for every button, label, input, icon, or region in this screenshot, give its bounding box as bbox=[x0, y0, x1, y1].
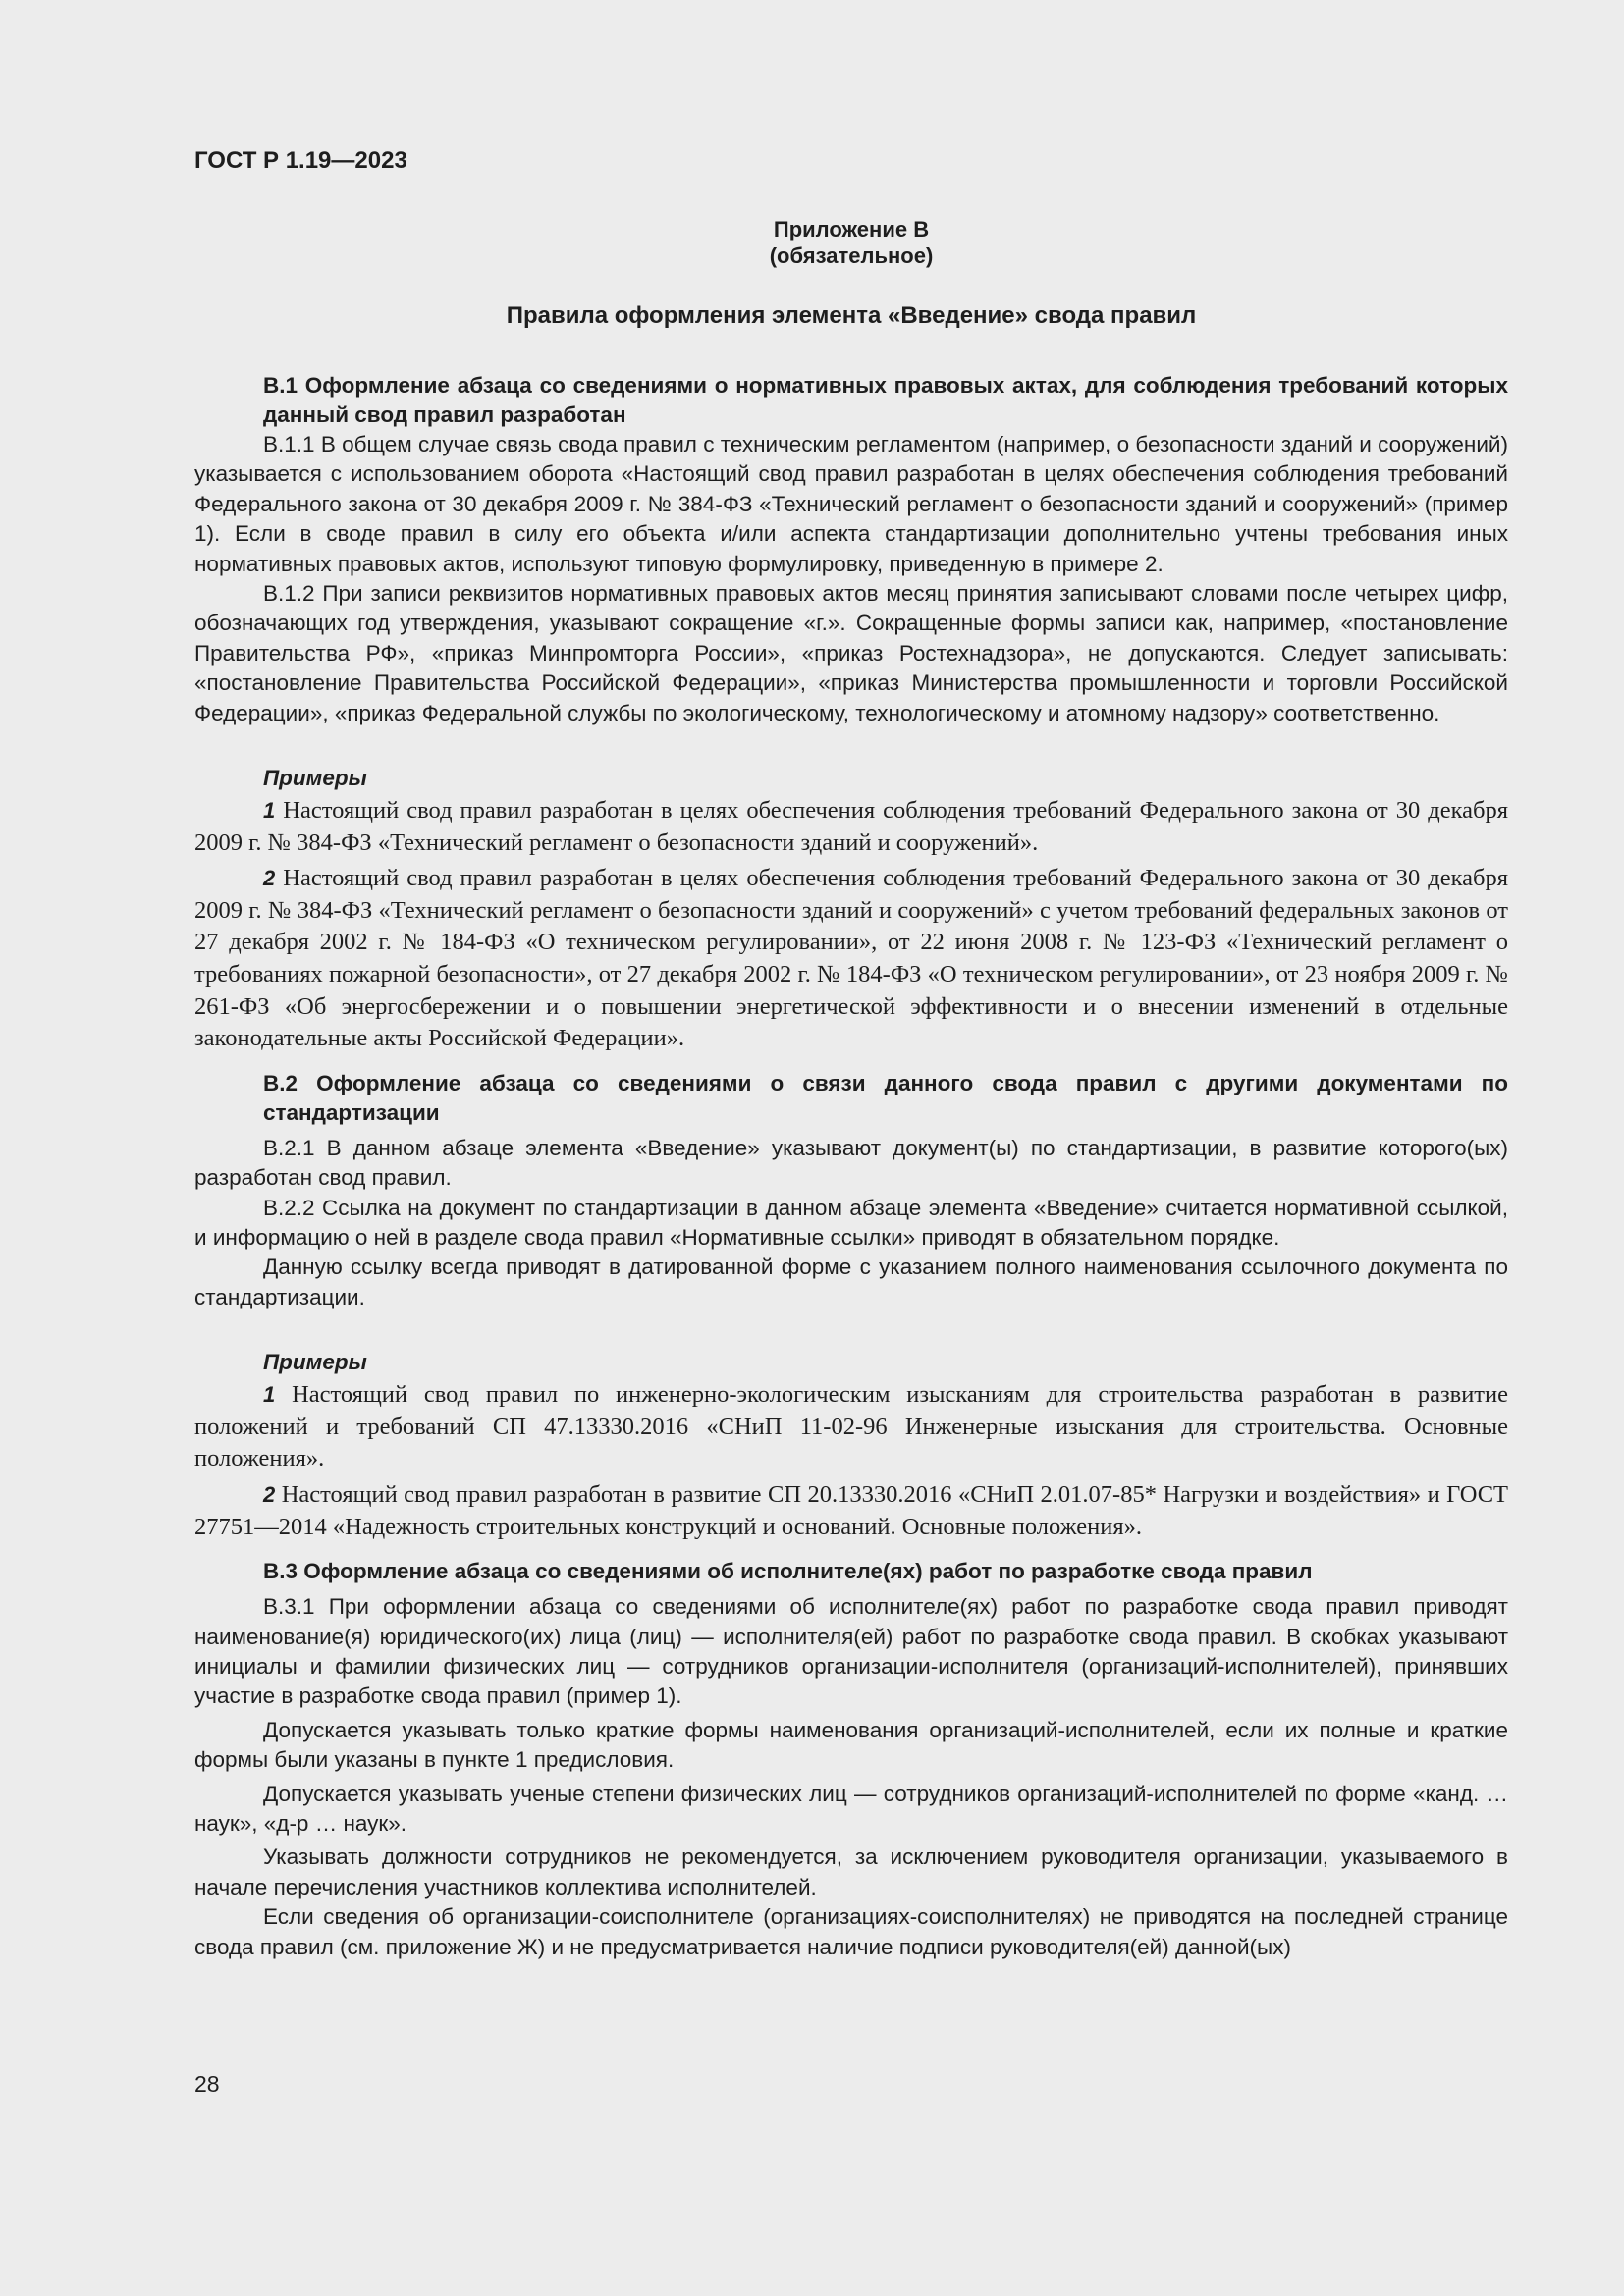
example-text: Настоящий свод правил разработан в развитие СП 20.13330.2016 «СНиП 2.01.07-85* Нагрузки и воздействия» и ГОСТ 27751—2014 «Надежность строительных конструкций и оснований. Основные положения». bbox=[194, 1481, 1509, 1540]
document-code: ГОСТ Р 1.19—2023 bbox=[194, 147, 407, 174]
example-number: 1 bbox=[263, 798, 276, 824]
example-b2-1 bbox=[194, 1379, 1508, 1475]
paragraph-b2-2: В.2.2 Ссылка на документ по стандартизации в данном абзаце элемента «Введение» считается нормативной ссылкой, и информацию о ней в разделе свода правил «Нормативные ссылки» приводят в обязательном порядке. bbox=[194, 1195, 1508, 1251]
example-b1-2 bbox=[194, 863, 1508, 1055]
paragraph-b3-2: Допускается указывать только краткие формы наименования организаций-исполнителей, если их полные и краткие формы были указаны в пункте 1 предисловия. bbox=[194, 1717, 1508, 1773]
example-number: 2 bbox=[263, 866, 276, 891]
heading-b3: В.3 Оформление абзаца со сведениями об исполнителе(ях) работ по разработке свода правил bbox=[263, 1559, 1313, 1584]
paragraph-b2-3: Данную ссылку всегда приводят в датированной форме с указанием полного наименования ссылочного документа по стандартизации. bbox=[194, 1255, 1508, 1309]
page-number: 28 bbox=[194, 2071, 220, 2097]
paragraph-b3-1: В.3.1 При оформлении абзаца со сведениями об исполнителе(ях) работ по разработке свода правил приводят наименование(я) юридического(их) лица (лиц) — исполнителя(ей) работ по разработке свода правил. В скобках указывают инициалы и фамилии физических лиц — сотрудников организации-исполнителя (организаций-исполнителей), принявших участие в разработке свода правил (пример 1). bbox=[194, 1594, 1508, 1709]
examples-label-b2: Примеры bbox=[263, 1350, 367, 1375]
example-text: Настоящий свод правил по инженерно-экологическим изысканиям для строительства разработан в развитие положений и требований СП 47.13330.2016 «СНиП 11-02-96 Инженерные изыскания для строительства. Основные положения». bbox=[194, 1381, 1509, 1472]
appendix-status: (обязательное) bbox=[769, 243, 934, 268]
paragraph-b2-1: В.2.1 В данном абзаце элемента «Введение» указывают документ(ы) по стандартизации, в развитие которого(ых) разработан свод правил. bbox=[194, 1135, 1508, 1191]
example-b2-2 bbox=[194, 1479, 1508, 1543]
examples-label-b1: Примеры bbox=[263, 766, 367, 791]
heading-b2: В.2 Оформление абзаца со сведениями о связи данного свода правил с другими документами по стандартизации bbox=[263, 1070, 1508, 1125]
example-number: 1 bbox=[263, 1382, 276, 1408]
paragraph-b1-2: В.1.2 При записи реквизитов нормативных правовых актов месяц принятия записывают словами после четырех цифр, обозначающих год утверждения, указывают сокращение «г.». Сокращенные формы записи как, например, «постановление Правительства РФ», «приказ Минпромторга России», «приказ Ростехнадзора», не допускаются. Следует записывать: «постановление Правительства Российской Федерации», «приказ Министерства промышленности и торговли Российской Федерации», «приказ Федеральной службы по экологическому, технологическому и атомному надзору» соответственно. bbox=[194, 581, 1508, 725]
paragraph-b1-1: В.1.1 В общем случае связь свода правил с техническим регламентом (например, о безопасности зданий и сооружений) указывается с использованием оборота «Настоящий свод правил разработан в целях обеспечения соблюдения требований Федерального закона от 30 декабря 2009 г. № 384-ФЗ «Технический регламент о безопасности зданий и сооружений» (пример 1). Если в своде правил в силу его объекта и/или аспекта стандартизации дополнительно учтены требования иных нормативных правовых актов, используют типовую формулировку, приведенную в примере 2. bbox=[194, 432, 1508, 576]
paragraph-b3-3: Допускается указывать ученые степени физических лиц — сотрудников организаций-исполнителей по форме «канд. … наук», «д-р … наук». bbox=[194, 1781, 1508, 1837]
example-number: 2 bbox=[263, 1482, 276, 1508]
paragraph-b3-5: Если сведения об организации-соисполнителе (организациях-соисполнителях) не приводятся на последней странице свода правил (см. приложение Ж) и не предусматривается наличие подписи руководителя(ей) данной(ых) bbox=[194, 1904, 1508, 1959]
section-title: Правила оформления элемента «Введение» свода правил bbox=[506, 302, 1197, 329]
example-b1-1 bbox=[194, 795, 1508, 859]
paragraph-b3-4: Указывать должности сотрудников не рекомендуется, за исключением руководителя организации, указываемого в начале перечисления участников коллектива исполнителей. bbox=[194, 1844, 1508, 1899]
appendix-title: Приложение В bbox=[773, 217, 930, 241]
heading-b1: В.1 Оформление абзаца со сведениями о нормативных правовых актах, для соблюдения требований которых данный свод правил разработан bbox=[263, 373, 1508, 427]
example-text: Настоящий свод правил разработан в целях обеспечения соблюдения требований Федерального закона от 30 декабря 2009 г. № 384-ФЗ «Технический регламент о безопасности зданий и сооружений» с учетом требований федеральных законов от 27 декабря 2002 г. № 184-ФЗ «О техническом регулировании», от 22 июня 2008 г. № 123-ФЗ «Технический регламент о требованиях пожарной безопасности», от 27 декабря 2002 г. № 184-ФЗ «О техническом регулировании», от 23 ноября 2009 г. № 261-ФЗ «Об энергосбережении и о повышении энергетической эффективности и о внесении изменений в отдельные законодательные акты Российской Федерации». bbox=[194, 865, 1508, 1052]
example-text: Настоящий свод правил разработан в целях обеспечения соблюдения требований Федерального закона от 30 декабря 2009 г. № 384-ФЗ «Технический регламент о безопасности зданий и сооружений». bbox=[194, 797, 1508, 856]
